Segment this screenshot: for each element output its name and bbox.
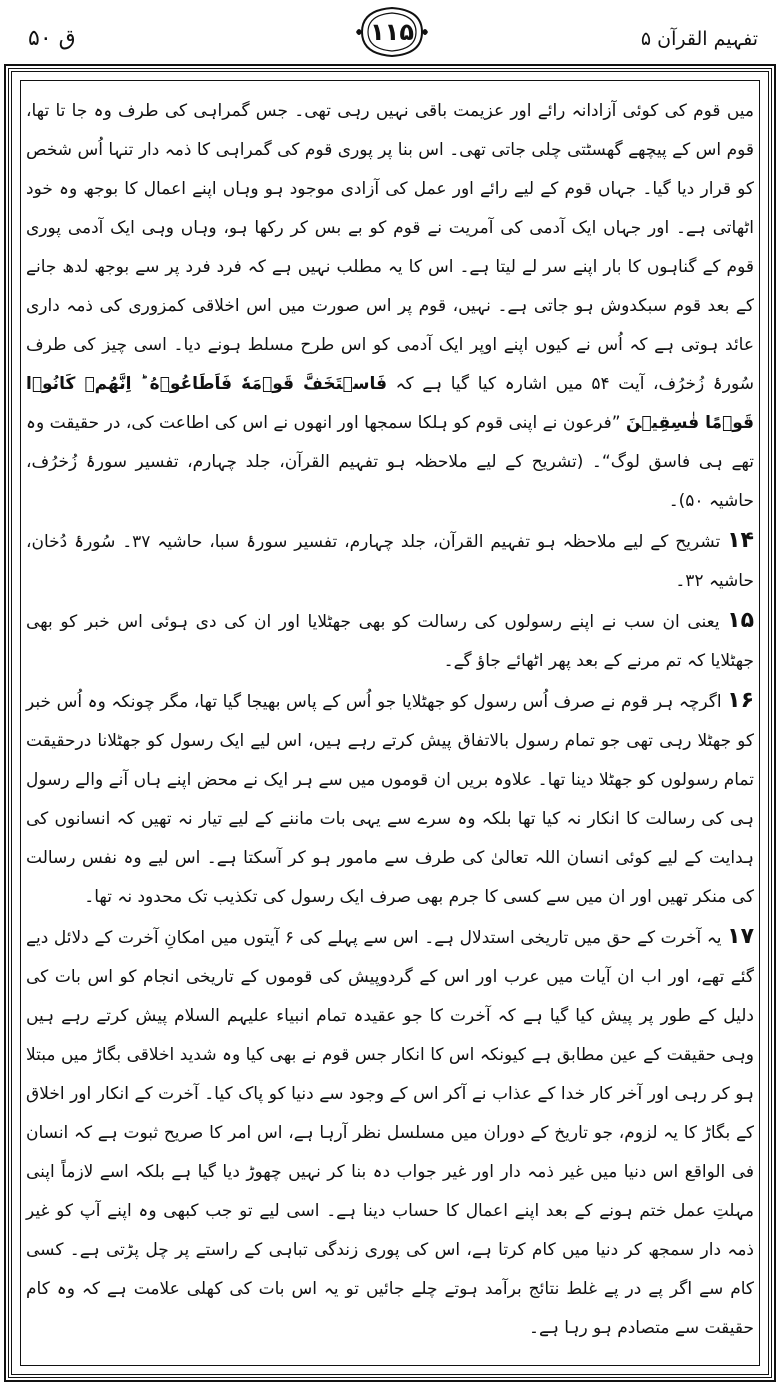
quran-verse: فَاسۡتَخَفَّ قَوۡمَهٗ فَاَطَاعُوۡهُ ؕ اِنَّهُمۡ كَانُوۡا قَوۡمًا فٰسِقِيۡنَ <box>26 374 754 433</box>
paragraph-text-after: ”فرعون نے اپنی قوم کو ہلکا سمجھا اور انھوں نے اس کی اطاعت کی، در حقیقت وہ تھے ہی فاسق لوگ“۔ (تشریح کے لیے ملاحظہ ہو تفہیم القرآن، جلد چہارم، تفسیر سورۂ زُخرُف، حاشیہ ۵۰)۔ <box>26 413 754 511</box>
footnote-text: یعنی ان سب نے اپنے رسولوں کی رسالت کو بھی جھٹلایا اور ان کی دی ہوئی اس خبر کو بھی جھٹلایا کہ تم مرنے کے بعد پھر اٹھائے جاؤ گے۔ <box>26 612 754 671</box>
page-header <box>0 0 784 66</box>
footnote-marker: ۱۶ <box>727 688 755 713</box>
commentary-body <box>26 92 754 1348</box>
footnote-marker: ۱۷ <box>727 924 754 949</box>
footnote-15 <box>26 601 754 681</box>
footnote-17 <box>26 917 754 1348</box>
footnote-14 <box>26 521 754 601</box>
page-number: ۱۱۵ <box>370 18 414 46</box>
footnote-text: یہ آخرت کے حق میں تاریخی استدلال ہے۔ اس سے پہلے کی ۶ آیتوں میں امکانِ آخرت کے دلائل دیے گئے تھے، اور اب ان آیات میں عرب اور اس کے گردوپیش کی قوموں کے تاریخی انجام کو اس بات کی دلیل کے طور پر پیش کیا گیا ہے کہ آخرت کا جو عقیدہ تمام انبیاء علیہم السلام پیش کرتے رہے ہیں وہی حقیقت کے عین مطابق ہے کیونکہ اس کا انکار جس قوم نے بھی کیا وہ شدید اخلاقی بگاڑ میں مبتلا ہو کر رہی اور آخر کار خدا کے عذاب نے آکر اس کے وجود سے دنیا کو پاک کیا۔ آخرت کے انکار اور اخلاق کے بگاڑ کا یہ لزوم، جو تاریخ کے دوران میں مسلسل نظر آرہا ہے، اس امر کا صریح ثبوت ہے کہ انسان فی الواقع اس دنیا میں غیر ذمہ دار اور غیر جواب دہ بنا کر نہیں چھوڑ دیا گیا ہے بلکہ اسے لازماً اپنی مہلتِ عمل ختم ہونے کے بعد اپنے اعمال کا حساب دینا ہے۔ اسی لیے تو جب کبھی وہ اپنے آپ کو غیر ذمہ دار سمجھ کر دنیا میں کام کرتا ہے، اس کی پوری زندگی تباہی کے راستے پر چل پڑتی ہے۔ کسی کام سے اگر پے در پے غلط نتائج برآمد ہوتے چلے جائیں تو یہ اس بات کی کھلی علامت ہے کہ وہ کام حقیقت سے متصادم ہو رہا ہے۔ <box>26 928 754 1338</box>
paragraph-continued <box>26 92 754 521</box>
footnote-marker: ۱۴ <box>727 528 754 553</box>
footnote-text: اگرچہ ہر قوم نے صرف اُس رسول کو جھٹلایا جو اُس کے پاس بھیجا گیا تھا، مگر چونکہ وہ اُس خبر کو جھٹلا رہی تھی جو تمام رسول بالاتفاق پیش کرتے رہے ہیں، اس لیے ایک رسول کو جھٹلانا درحقیقت تمام رسولوں کو جھٹلا دینا تھا۔ علاوہ بریں ان قوموں میں سے ہر ایک نے محض اپنے ہاں آنے والے رسول ہی کی رسالت کا انکار نہ کیا تھا بلکہ وہ سرے سے یہی بات ماننے کے لیے تیار نہ تھیں کہ انسانوں کی ہدایت کے لیے کوئی انسان اللہ تعالیٰ کی طرف سے مامور ہو کر آسکتا ہے۔ اس لیے وہ نفس رسالت کی منکر تھیں اور ان میں سے کسی کا جرم بھی صرف ایک رسول کی تکذیب تک محدود نہ تھا۔ <box>26 692 754 907</box>
book-title: تفہیم القرآن ۵ <box>640 28 758 50</box>
footnote-marker: ۱۵ <box>727 608 754 633</box>
footnote-16 <box>26 681 754 917</box>
paragraph-text: میں قوم کی کوئی آزادانہ رائے اور عزیمت باقی نہیں رہی تھی۔ جس گمراہی کی طرف وہ جا تا تھا، قوم اس کے پیچھے گھسٹتی چلی جاتی تھی۔ اس بنا پر پوری قوم کی گمراہی کا ذمہ دار تنہا اُس شخص کو قرار دیا گیا۔ جہاں قوم کے لیے رائے اور عمل کی آزادی موجود ہو وہاں اپنے اعمال کا بوجھ وہ خود اٹھاتی ہے۔ اور جہاں ایک آدمی کی آمریت نے قوم کو بے بس کر رکھا ہو، وہاں وہی ایک آدمی پوری قوم کے گناہوں کا بار اپنے سر لے لیتا ہے۔ اس کا یہ مطلب نہیں ہے کہ فرد فرد پر سے بوجھ لدھ جانے کے بعد قوم سبکدوش ہو جاتی ہے۔ نہیں، قوم پر اس صورت میں اس اخلاقی کمزوری کی ذمہ داری عائد ہوتی ہے کہ اُس نے کیوں اپنے اوپر ایک آدمی کو اس طرح مسلط ہونے دیا۔ اسی چیز کی طرف سُورۂ زُخرُف، آیت ۵۴ میں اشارہ کیا گیا ہے کہ <box>26 101 755 394</box>
page-number-cartouche <box>352 4 432 60</box>
surah-reference: ق ۵۰ <box>28 26 76 51</box>
footnote-text: تشریح کے لیے ملاحظہ ہو تفہیم القرآن، جلد چہارم، تفسیر سورۂ سبا، حاشیہ ۳۷۔ سُورۂ دُخان، حاشیہ ۳۲۔ <box>26 532 754 591</box>
